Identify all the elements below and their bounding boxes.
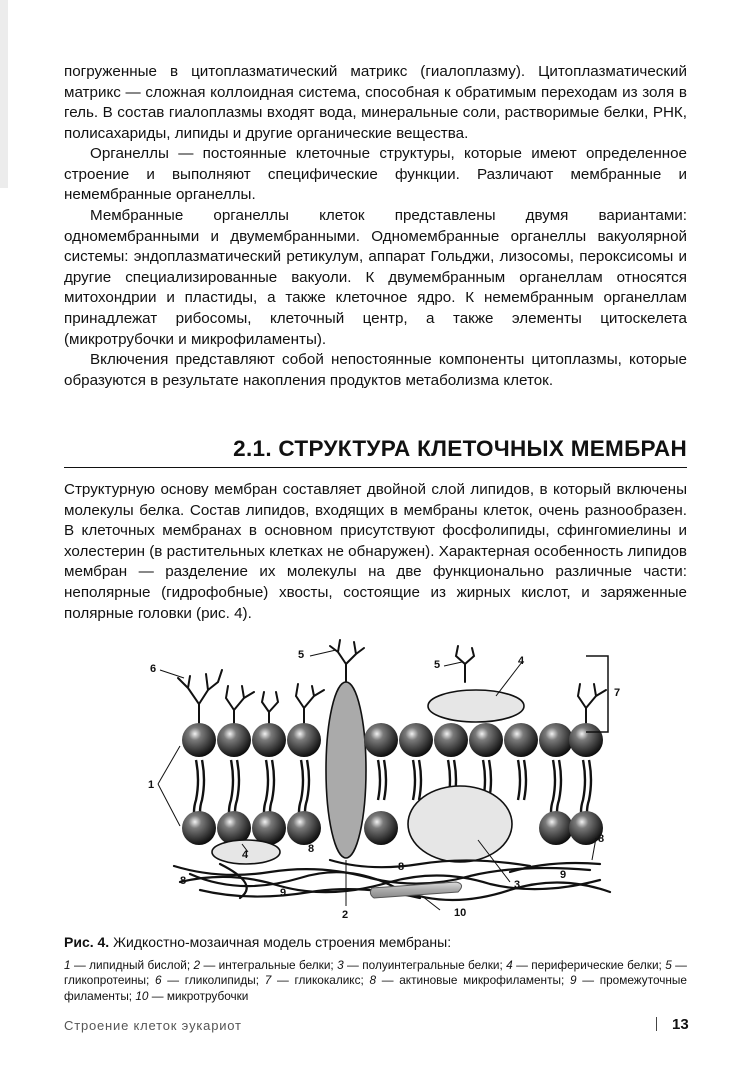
label-4b: 4: [242, 849, 249, 861]
label-3: 3: [514, 879, 521, 891]
paragraph-inclusions: Включения представляют собой непостоянные компоненты цитоплазмы, которые образуются в результате накопления продуктов метаболизма клеток.: [64, 351, 687, 389]
label-8b: 8: [398, 861, 405, 873]
label-1: 1: [148, 779, 155, 791]
label-10: 10: [454, 907, 467, 919]
figure-caption-text: Жидкостно-мозаичная модель строения мембраны:: [113, 934, 452, 950]
paragraph-membrane-structure: Структурную основу мембран составляет двойной слой липидов, в который включены молекулы белка. Состав липидов, входящих в мембраны клеток, очень разнообразен. В клеточных мембранах в основном присутствуют фосфолипиды, сфингомиелины и холестерин (в растительных клетках не обнаружен). Характерная особенность липидов мембран — разделение их молекулы на две функционально различные части: неполярные (гидрофобные) хвосты, состоящие из жирных кислот, и заряженные полярные головки (рис. 4).: [64, 481, 687, 622]
leader-lines: [158, 650, 596, 910]
label-8d: 8: [180, 875, 187, 887]
glyco-branches: [178, 640, 606, 726]
label-9a: 9: [280, 887, 287, 899]
glycocalyx-bracket: [586, 656, 608, 732]
paragraph-organelles: Органеллы — постоянные клеточные структуры, которые имеют определенное строение и выполняют специфические функции. Различают мембранные и немембранные органеллы.: [64, 145, 687, 204]
label-8a: 8: [308, 843, 315, 855]
figure-caption-label: Рис. 4.: [64, 934, 110, 950]
lipid-heads-upper: [182, 723, 603, 757]
membrane-diagram: [130, 634, 630, 924]
label-4a: 4: [518, 655, 525, 667]
label-5a: 5: [298, 649, 305, 661]
label-7: 7: [614, 687, 621, 699]
lipid-tails: [194, 760, 591, 824]
page-number: 13: [672, 1016, 689, 1033]
peripheral-protein-top: [428, 690, 524, 722]
running-title: Строение клеток эукариот: [64, 1018, 242, 1033]
label-9b: 9: [560, 869, 567, 881]
figure-caption-title: [64, 934, 687, 950]
figure-legend: 1 — липидный бислой; 2 — интегральные белки; 3 — полуинтегральные белки; 4 — периферические белки; 5 — гликопротеины; 6 — гликолипиды; 7 — гликокаликс; 8 — актиновые микрофиламенты; 9 — промежуточные филаменты; 10 — микротрубочки: [64, 958, 687, 1003]
footer-divider: [656, 1017, 657, 1031]
membrane-figure: [130, 634, 630, 924]
label-6: 6: [150, 663, 157, 675]
semi-integral-protein: [408, 786, 512, 862]
integral-protein: [326, 682, 366, 858]
paragraph-membrane-organelles: Мембранные органеллы клеток представлены двумя вариантами: одномембранными и двумембранными. Одномембранные органеллы вакуолярной системы: эндоплазматический ретикулум, аппарат Гольджи, лизосомы, пероксисомы и другие специализированные вакуоли. К двумембранным органеллам относятся митохондрии и пластиды, а также клеточное ядро. К немембранным органеллам принадлежат рибосомы, клеточный центр, а также элементы цитоскелета (микротрубочки и микрофиламенты).: [64, 207, 687, 348]
label-8c: 8: [598, 833, 605, 845]
section-title: 2.1. СТРУКТУРА КЛЕТОЧНЫХ МЕМБРАН: [64, 436, 687, 468]
paragraph-matrix: погруженные в цитоплазматический матрикс (гиалоплазму). Цитоплазматический матрикс — сложная коллоидная система, способная к обратимым переходам из золя в гель. В состав гиалоплазмы входят вода, минеральные соли, растворимые белки, РНК, полисахариды, липиды и другие органические вещества.: [64, 63, 687, 142]
page-edge-bar: [0, 0, 8, 188]
label-5b: 5: [434, 659, 441, 671]
label-2: 2: [342, 909, 349, 921]
